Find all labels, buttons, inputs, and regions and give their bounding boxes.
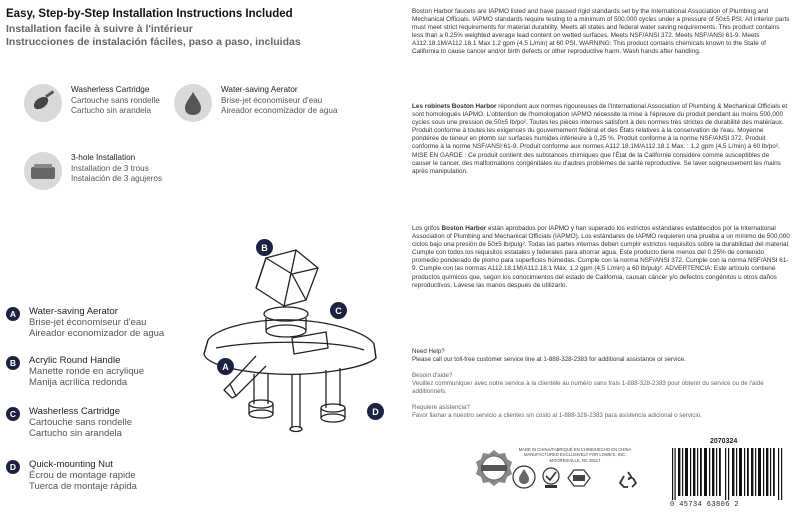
part-item-d (6, 459, 137, 493)
feature-line-2: Brise-jet économiseur d'eau (221, 95, 323, 105)
paragraph-french-body: répondent aux normes rigoureuses de l'International Association of Plumbing & Mechanical Officials et sont homologués IAPMO. L'obtention de l'homologation IAPMO nécessite la mise à l'épreuve du produit pendant au moins 500,000 cycles sous une pression de 50±5 lb/po². Toutes les pièces internes satisfont à des normes très strictes de durabilité des matériaux. Produit conforme à toutes les exigences du gouvernement fédéral et des États relatives à la conservation de l'eau. Moyenne pondérée de teneur en plomb sur surfaces humides inférieure à 0,25 %. Produit conforme à la norme NSF/ANSI 372. Produit conforme à la norme NSF/ANSI 61-9. Produit conforme aux normes A112.18.1M/A112.18.1 Max. : 1,2 gpm (4,5 L/min) à 60 lb/po². MISE EN GARDE : Ce produit contient des substances chimiques que l'État de la Californie considère comme susceptibles de causer le cancer, des malformations congénitales ou d'autres problèmes de santé reproductive. Se laver soigneusement les mains après manipulation. (412, 103, 788, 175)
part-line-3: Cartucho sin arandela (29, 428, 122, 440)
paragraph-spanish-body: están aprobados por IAPMO y han superado los estrictos estándares establecidos por la International Association of Plumbing and Mechanical Officials (IAPMO). Los estándares de IAPMO requieren una prueba a un mínimo de 500,000 ciclos bajo una presión de 50±5 lb/pulg². Todas las partes internas deben cumplir estrictos requisitos sobre la durabilidad del material. Cumple con todos los requisitos estatales y federales para ahorrar agua. Este producto tiene menos del 0.25% de contenido promedio ponderado de plomo para superficies húmedas. Cumple con la norma NSF/ANSI 372. Cumple con la norma NSF/ANSI 61-9. Cumple con las normas A112.18.1M/A112.18.1 Máx. 1,2 gpm (4,5 L/min) a 60 lb/pulg². ADVERTENCIA: Este artículo contiene productos químicos que, según los conocimientos del estado de California, causan cáncer y/o defectos congénitos u otros daños reproductivos. Lávese las manos después de utilizarlo. (412, 225, 790, 289)
feature-line-2: Installation de 3 trous (71, 163, 149, 173)
barcode-digits: 0 45734 63806 2 (670, 501, 740, 509)
callout-a: A (217, 358, 234, 375)
feature-three-hole (24, 152, 162, 190)
title-english: Easy, Step-by-Step Installation Instructions Included (6, 8, 293, 20)
part-line-2: Manette ronde en acrylique (29, 366, 145, 378)
made-in-text: MADE IN CHINA/FABRIQUÉ EN CHINE/HECHO EN CHINA MANUFACTURED EXCLUSIVELY FOR LOWE'S, INC. MOORESVILLE, NC 28117 (518, 447, 632, 463)
part-line-3: Aireador economizador de agua (29, 328, 165, 340)
feature-line-3: Cartucho sin arandela (71, 106, 152, 115)
part-item-c (6, 406, 132, 440)
feature-line-1: Water-saving Aerator (221, 85, 298, 94)
recycle-icon (618, 470, 638, 490)
help-text-spanish: Favor llamar a nuestro servicio a clientes sin costo al 1-888-328-2383 para asistencia adicional o servicio. (412, 412, 702, 419)
part-line-1: Washerless Cartridge (29, 406, 120, 417)
paragraph-french (412, 103, 790, 176)
iapmo-icon (542, 467, 560, 489)
part-letter-badge: D (6, 460, 20, 474)
csa-icon (566, 468, 592, 488)
feature-aerator (174, 84, 338, 122)
part-letter-badge: A (6, 307, 20, 321)
part-item-a (6, 306, 164, 340)
lifetime-warranty-icon (474, 448, 514, 488)
three-hole-icon (24, 152, 62, 190)
faucet-diagram (196, 228, 396, 448)
part-line-2: Écrou de montage rapide (29, 470, 136, 482)
callout-b: B (256, 239, 273, 256)
callout-c: C (330, 302, 347, 319)
title-french: Installation facile à suivre à l'intérieur (6, 23, 193, 35)
barcode (670, 448, 790, 500)
feature-line-3: Instalación de 3 agujeros (71, 174, 163, 183)
help-heading-english: Need Help? (412, 348, 445, 355)
cartridge-icon (24, 84, 62, 122)
help-text-french: Veuillez communiquer avec notre service à la clientèle au numéro sans frais 1-888-328-2383 pour obtenir du service ou de l'aide additionnels. (412, 380, 764, 395)
right-panel (412, 0, 790, 515)
feature-line-2: Cartouche sans rondelle (71, 95, 160, 105)
feature-line-1: Washerless Cartridge (71, 85, 150, 94)
feature-line-3: Aireador economizador de agua (221, 106, 338, 115)
help-text-english: Please call our toll-free customer service line at 1-888-328-2383 for additional assistance or service. (412, 356, 686, 363)
help-heading-french: Besoin d'aide? (412, 372, 453, 379)
part-letter-badge: B (6, 356, 20, 370)
part-line-2: Brise-jet économiseur d'eau (29, 317, 147, 329)
title-spanish: Instrucciones de instalación fáciles, paso a paso, incluidas (6, 36, 301, 48)
help-heading-spanish: Requiere asistencia? (412, 404, 470, 411)
part-item-b (6, 355, 144, 389)
part-line-3: Tuerca de montaje rápida (29, 481, 137, 493)
part-line-3: Manija acrílica redonda (29, 377, 128, 389)
part-line-1: Water-saving Aerator (29, 306, 118, 317)
brand-name: Boston Harbor (441, 225, 487, 232)
callout-d: D (367, 403, 384, 420)
part-line-2: Cartouche sans rondelle (29, 417, 132, 429)
paragraph-spanish-pre: Los grifos (412, 225, 442, 232)
part-line-1: Acrylic Round Handle (29, 355, 121, 366)
brand-name: Les robinets Boston Harbor (412, 103, 497, 110)
feature-cartridge (24, 84, 160, 122)
water-drop-icon (174, 84, 212, 122)
paragraph-spanish (412, 225, 790, 290)
paragraph-english: Boston Harbor faucets are IAPMO listed and have passed rigid standards set by the International Association of Plumbing and Mechanical Officials. IAPMO standards require testing to a minimum of 500,000 cycles under a pressure of 50±5 PSI. All interior parts must meet strict requirements for material durability. Meets all states and federal water saving requirements. This product contains less than a 0.25% weighted average lead content on wetted surfaces. Meets NSF/ANSI 372. Meets NSF/ANSI 61-9. Meets A112.18.1M/A112.18.1 Max 1.2 gpm (4.5 L/min) at 60 PSI. WARNING: This product contains chemicals known to the State of California to cause cancer and/or birth defects or other reproductive harm. Wash hands after handling. (412, 8, 790, 56)
part-letter-badge: C (6, 407, 20, 421)
part-line-1: Quick-mounting Nut (29, 459, 113, 470)
feature-line-1: 3-hole Installation (71, 153, 136, 162)
model-number: 2070324 (710, 438, 738, 445)
watersense-icon (512, 465, 536, 489)
